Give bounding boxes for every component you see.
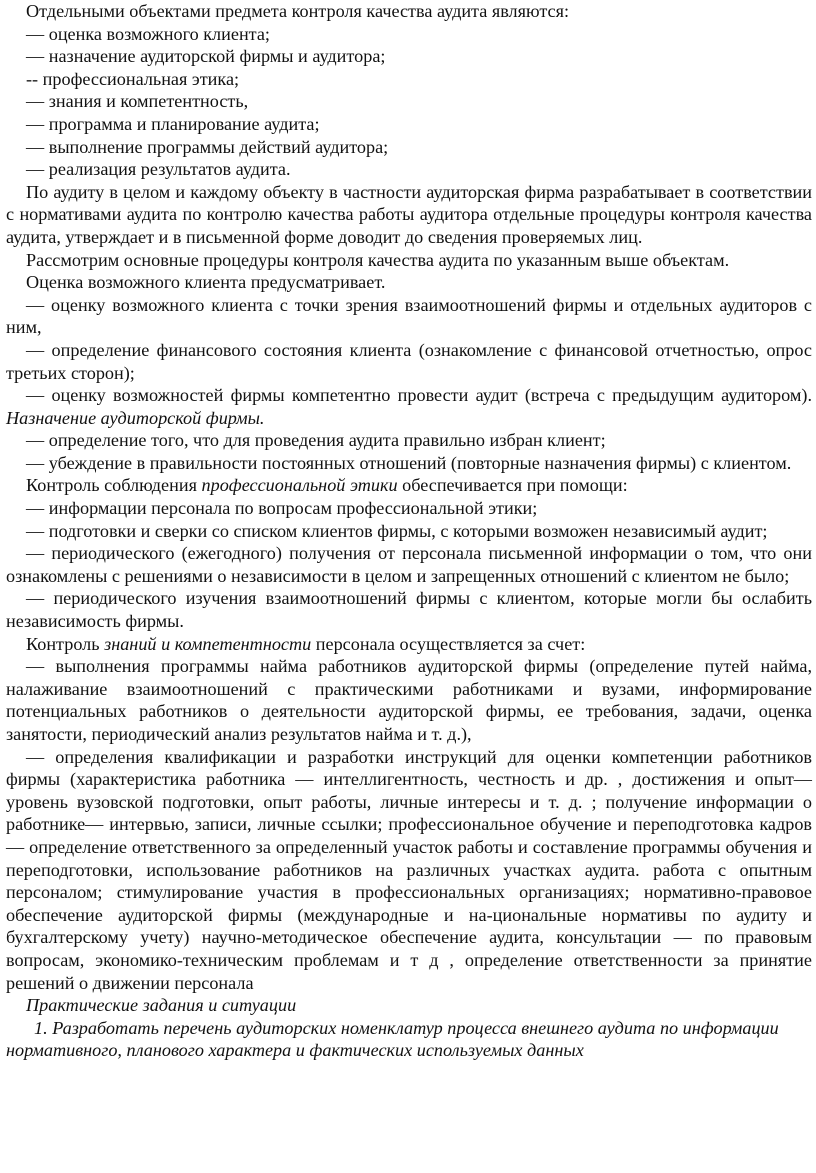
client-item-2: — определение финансового состояния клиента (ознакомление с финансовой отчетностью, опрос третьих сторон);: [6, 339, 812, 383]
knowledge-term: знаний и компетентности: [104, 633, 312, 654]
intro-paragraph: Отдельными объектами предмета контроля качества аудита являются:: [26, 1, 570, 21]
appointment-item-2: — убеждение в правильности постоянных отношений (повторные назначения фирмы) с клиентом.: [26, 452, 792, 473]
ethics-post: обеспечивается при помощи:: [402, 475, 628, 496]
ethics-pre: Контроль соблюдения: [26, 475, 197, 496]
client-paragraph: Оценка возможного клиента предусматривает.: [26, 272, 386, 293]
objects-item-6: — выполнение программы действий аудитора;: [26, 136, 389, 157]
knowledge-paragraph: [6, 633, 812, 656]
ethics-paragraph: [6, 474, 812, 497]
objects-item-3: -- профессиональная этика;: [26, 68, 240, 89]
client-item-1: — оценку возможного клиента с точки зрения взаимоотношений фирмы и отдельных аудиторов с ним,: [6, 294, 812, 338]
objects-item-7: — реализация результатов аудита.: [26, 159, 291, 180]
consider-paragraph: Рассмотрим основные процедуры контроля качества аудита по указанным выше объектам.: [26, 249, 730, 270]
task-1: [6, 1017, 812, 1062]
appointment-heading: Назначение аудиторской фирмы.: [6, 407, 265, 428]
appointment-item-1: — определение того, что для проведения аудита правильно избран клиент;: [26, 430, 606, 451]
ethics-term: профессиональной этики: [201, 475, 398, 496]
practice-heading: [6, 994, 812, 1017]
ethics-item-1: — информации персонала по вопросам профессиональной этики;: [26, 498, 538, 519]
practice-heading-text: Практические задания и ситуации: [26, 995, 297, 1016]
knowledge-item-2: — определения квалификации и разработки инструкций для оценки компетенции работников фирмы (характеристика работника — интеллигентность, честность и др. , достижения и опыт— уровень вузовской подготовки, опыт работы, личные интересы и т. д. ; получение информации о работнике— интервью, записи, личные ссылки; профессиональное обучение и переподготовка кадров — определение ответственного за определенный участок работы и составление программы обучения и переподготовки, использование работников на различных участках аудита. работа с опытным персоналом; стимулирование участия в профессиональных организациях; нормативно-правовое обеспечение аудиторской фирмы (международные и на-циональные нормативы по аудиту и бухгалтерскому учету) научно-методическое обеспечение аудита, консультации — по правовым вопросам, экономико-техническим проблемам и т д , определение ответственности за принятие решений о движении персонала: [6, 746, 812, 993]
audit-paragraph: По аудиту в целом и каждому объекту в частности аудиторская фирма разрабатывает в соответствии с нормативами аудита по контролю качества работы аудитора отдельные процедуры контроля качества аудита, утверждает и в письменной форме доводит до сведения проверяемых лиц.: [6, 181, 812, 247]
client-item-3: [6, 384, 812, 429]
client-item-3-text: — оценку возможностей фирмы компетентно провести аудит (встреча с предыдущим аудитором).: [26, 385, 812, 406]
objects-item-4: — знания и компетентность,: [26, 91, 249, 112]
knowledge-item-1: — выполнения программы найма работников аудиторской фирмы (определение путей найма, налаживание взаимоотношений с практическими работниками и вузами, информирование потенциальных работников о деятельности аудиторской фирмы, ее требования, задачи, оценка занятости, периодический анализ результатов найма и т. д.),: [6, 656, 812, 744]
task-1-text: 1. Разработать перечень аудиторских номенклатур процесса внешнего аудита по информации нормативного, планового характера и фактических используемых данных: [6, 1017, 779, 1061]
ethics-item-4: — периодического изучения взаимоотношений фирмы с клиентом, которые могли бы ослабить независимость фирмы.: [6, 588, 812, 632]
ethics-item-2: — подготовки и сверки со списком клиентов фирмы, с которыми возможен независимый аудит;: [26, 520, 768, 541]
objects-item-5: — программа и планирование аудита;: [26, 113, 320, 134]
knowledge-pre: Контроль: [26, 633, 100, 654]
objects-item-2: — назначение аудиторской фирмы и аудитора;: [26, 46, 386, 67]
objects-item-1: — оценка возможного клиента;: [26, 23, 270, 44]
knowledge-post: персонала осуществляется за счет:: [315, 633, 586, 654]
ethics-item-3: — периодического (ежегодного) получения от персонала письменной информации о том, что они ознакомлены с решениями о независимости в целом и запрещенных отношений с клиентом не было;: [6, 543, 812, 586]
